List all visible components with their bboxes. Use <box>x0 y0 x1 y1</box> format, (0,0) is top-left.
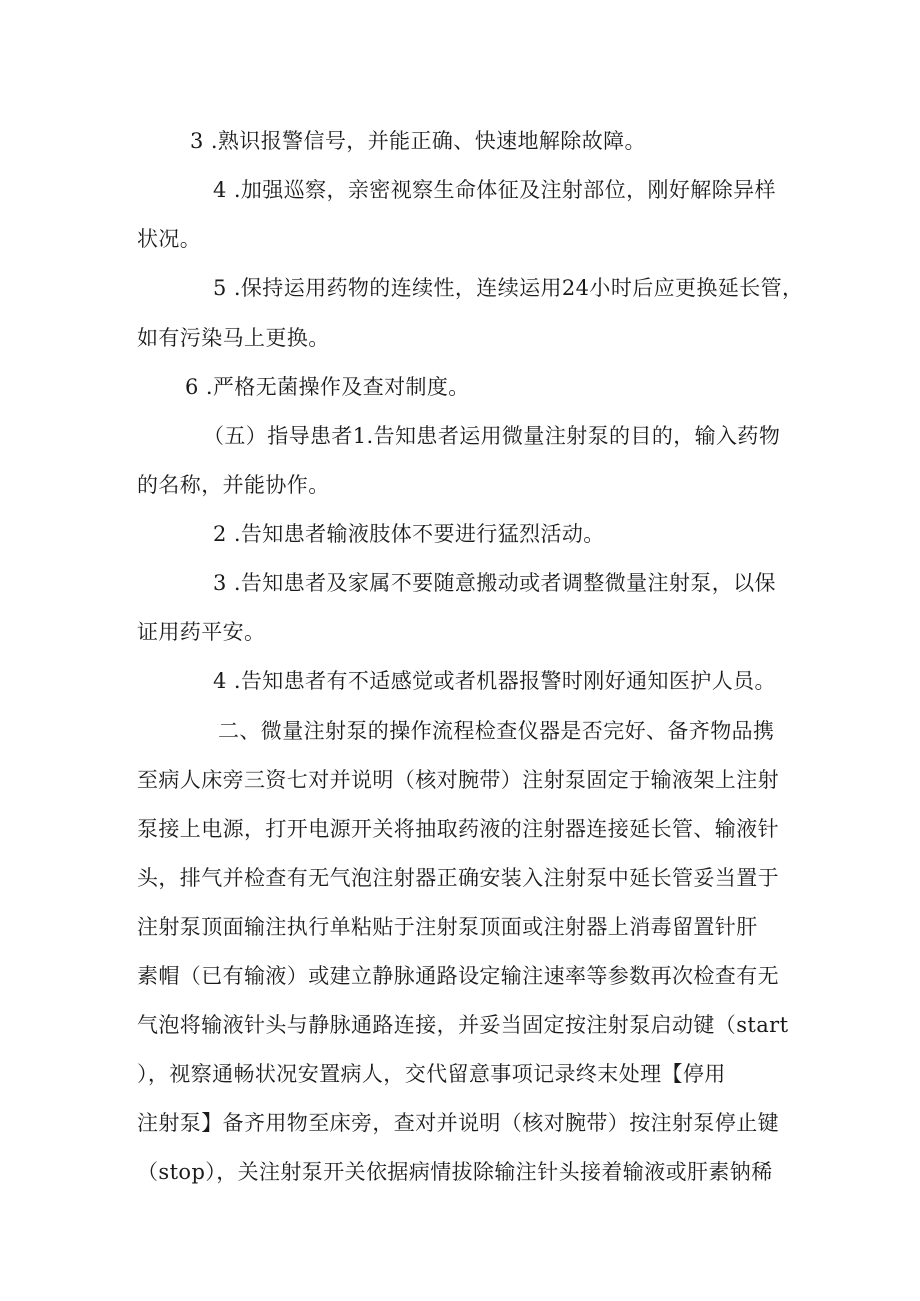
guide-item-4: 4 .告知患者有不适感觉或者机器报警时刚好通知医护人员。 <box>213 669 776 693</box>
procedure-line-7: 气泡将输液针头与静脉通路连接，并妥当固定按注射泵启动键（start <box>137 1013 789 1037</box>
guide-item-3-cont: 证用药平安。 <box>137 620 266 644</box>
section-5-guide-patient: （五）指导患者1.告知患者运用微量注射泵的目的，输入药物 <box>203 424 781 448</box>
paragraph-item-6-aseptic: 6 .严格无菌操作及查对制度。 <box>185 375 470 399</box>
procedure-line-10: （stop），关注射泵开关依据病情拔除输注针头接着输液或肝素钠稀 <box>137 1160 773 1184</box>
procedure-line-6: 素帽（已有输液）或建立静脉通路设定输注速率等参数再次检查有无 <box>137 964 779 988</box>
procedure-line-2: 至病人床旁三资七对并说明（核对腕带）注射泵固定于输液架上注射 <box>137 768 779 792</box>
procedure-line-9: 注射泵】备齐用物至床旁，查对并说明（核对腕带）按注射泵停止键 <box>137 1111 779 1135</box>
guide-item-2: 2 .告知患者输液肢体不要进行猛烈活动。 <box>213 522 605 546</box>
procedure-line-4: 头，排气并检查有无气泡注射器正确安装入注射泵中延长管妥当置于 <box>137 866 779 890</box>
paragraph-item-4-patrol: 4 .加强巡察，亲密视察生命体征及注射部位，刚好解除异样 <box>213 178 776 202</box>
procedure-line-5: 注射泵顶面输注执行单粘贴于注射泵顶面或注射器上消毒留置针肝 <box>137 915 758 939</box>
procedure-line-3: 泵接上电源，打开电源开关将抽取药液的注射器连接延长管、输液针 <box>137 817 779 841</box>
paragraph-item-4-patrol-cont: 状况。 <box>137 227 202 251</box>
guide-item-3: 3 .告知患者及家属不要随意搬动或者调整微量注射泵，以保 <box>213 571 776 595</box>
section-2-procedure: 二、微量注射泵的操作流程检查仪器是否完好、备齐物品携 <box>218 719 775 743</box>
paragraph-item-3-alarm: 3 .熟识报警信号，并能正确、快速地解除故障。 <box>190 129 646 153</box>
paragraph-item-5-continuity: 5 .保持运用药物的连续性，连续运用24小时后应更换延长管， <box>213 276 804 300</box>
procedure-line-8: ），视察通畅状况安置病人，交代留意事项记录终末处理【停用 <box>137 1062 726 1086</box>
paragraph-item-5-continuity-cont: 如有污染马上更换。 <box>137 326 330 350</box>
section-5-guide-patient-cont: 的名称，并能协作。 <box>137 473 330 497</box>
